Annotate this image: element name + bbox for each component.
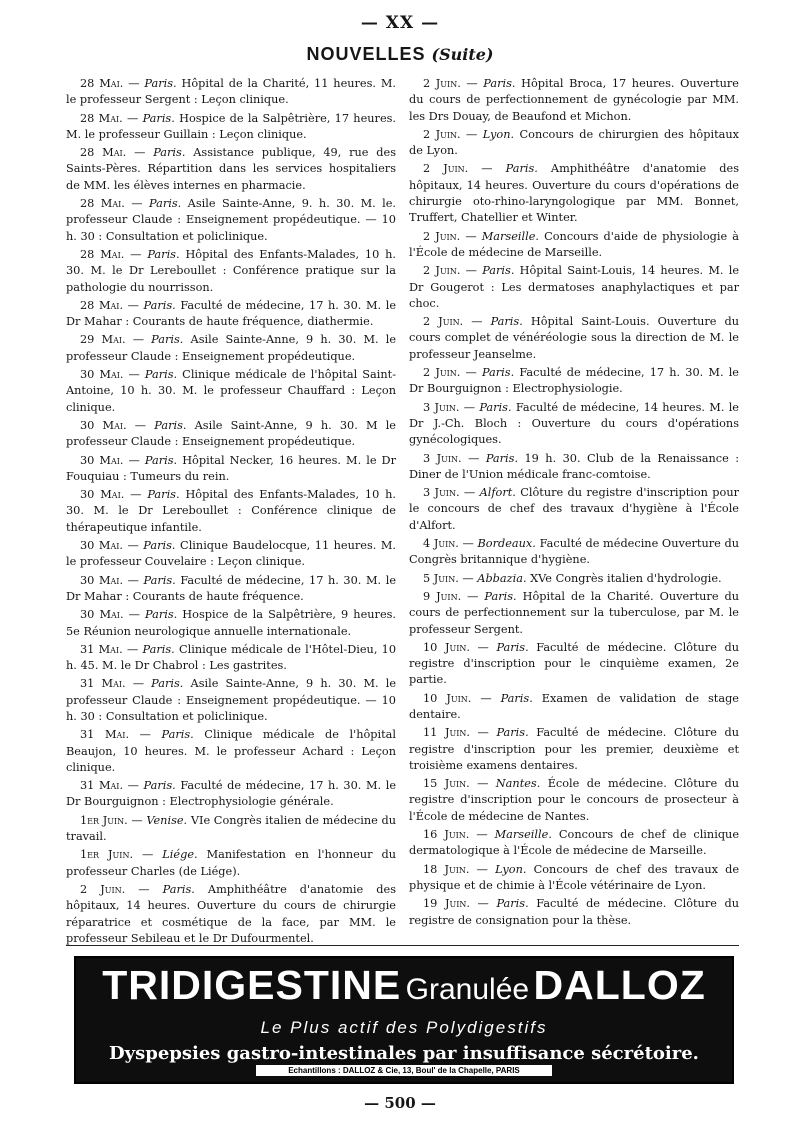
entry-date: 28 Mai. [80, 77, 124, 90]
entry-date: 30 Mai. [80, 539, 123, 553]
news-entry: 3 Juin. — Paris. 19 h. 30. Club de la Renaissance : Diner de l'Union médicale franc-comtoise. [409, 451, 739, 481]
entry-place: Lyon. [495, 862, 527, 876]
entry-date: 30 Mai. [80, 418, 127, 432]
entry-date: 28 Mai. [80, 298, 124, 312]
news-entry: 30 Mai. — Paris. Clinique Baudelocque, 11 heures. M. le professeur Couvelaire : Leçon clinique. [66, 539, 397, 569]
entry-place: Paris. [153, 146, 186, 160]
entry-date: 2 Juin. [423, 77, 461, 90]
entry-place: Paris. [496, 726, 529, 740]
news-entry: 28 Mai. — Paris. Hôpital de la Charité, 11 heures. M. le professeur Sergent : Leçon clinique. [66, 77, 397, 107]
section-title-suffix: (Suite) [431, 45, 494, 64]
news-entry: 31 Mai. — Paris. Asile Sainte-Anne, 9 h. 30. M. le professeur Claude : Enseignement propédeutique. — 10 h. 30 : Consultation et policlinique. [66, 677, 397, 723]
entry-place: Paris. [162, 882, 195, 896]
news-entry: 4 Juin. — Bordeaux. Faculté de médecine Ouverture du Congrès britannique d'hygiène. [409, 537, 740, 567]
entry-text: XVe Congrès italien d'hydrologie. [530, 571, 722, 585]
entry-date: 19 Juin. [423, 897, 470, 911]
entry-place: Paris. [143, 573, 176, 587]
entry-date: 29 Mai. [80, 333, 126, 347]
entry-date: 3 Juin. [423, 486, 460, 500]
news-entry: 2 Juin. — Paris. Hôpital Saint-Louis. Ouverture du cours complet de vénéréologie sous la direction de M. le professeur Jeanselme. [409, 315, 740, 361]
entry-date: 9 Juin. [423, 589, 462, 603]
news-entry: 30 Mai. — Paris. Hospice de la Salpêtrière, 9 heures. 5e Réunion neurologique annuelle internationale. [66, 608, 397, 638]
entry-date: 3 Juin. [423, 400, 460, 414]
entry-text: Faculté de médecine Ouverture du Congrès britannique d'hygiène. [409, 537, 740, 567]
entry-place: Paris. [144, 453, 178, 467]
entry-place: Paris. [505, 162, 538, 176]
news-entry: 30 Mai. — Paris. Faculté de médecine, 17 h. 30. M. le Dr Mahar : Courants de haute fréquence. [66, 573, 397, 603]
entry-place: Paris. [144, 608, 178, 622]
entry-text: Faculté de médecine, 17 h. 30. M. le Dr Bourguignon : Electrophysiologie générale. [66, 779, 397, 809]
news-entry: 19 Juin. — Paris. Faculté de médecine. Clôture du registre de consignation pour la thèse. [409, 897, 739, 927]
news-entry: 31 Mai. — Paris. Clinique médicale de l'hôpital Beaujon, 10 heures. M. le professeur Achard : Leçon clinique. [66, 728, 397, 774]
entry-text: Clinique Baudelocque, 11 heures. M. le professeur Couvelaire : Leçon clinique. [66, 539, 397, 569]
entry-date: 30 Mai. [80, 488, 125, 502]
entry-place: Liége. [162, 848, 198, 862]
entry-place: Paris. [151, 677, 184, 691]
news-entry: 2 Juin. — Marseille. Concours d'aide de physiologie à l'École de médecine de Marseille. [409, 229, 739, 259]
news-entry: 2 Juin. — Paris. Faculté de médecine, 17 h. 30. M. le Dr Bourguignon : Electrophysiologie. [409, 366, 739, 396]
entry-place: Paris. [147, 247, 180, 261]
entry-place: Paris. [147, 488, 180, 502]
top-page-number: — XX — [360, 13, 440, 33]
entry-text: Asile Sainte-Anne, 9. h. 30. M. le. professeur Claude : Enseignement propédeutique. — 10 h. 30 : Consultation et policlinique. [66, 197, 397, 243]
news-entry: 30 Mai. — Paris. Clinique médicale de l'hôpital Saint-Antoine, 10 h. 30. M. le professeur Chauffard : Leçon clinique. [66, 368, 397, 414]
entry-date: 28 Mai. [80, 146, 127, 160]
entry-text: Faculté de médecine, 17 h. 30. M. le Dr Bourguignon : Electrophysiologie. [409, 366, 739, 396]
entry-place: Paris. [481, 366, 515, 380]
entry-place: Lyon. [482, 127, 515, 141]
entry-text: Hôpital des Enfants-Malades, 10 h. 30. M. le Dr Lereboullet : Conférence pratique sur la pathologie du nourrisson. [66, 247, 397, 294]
entry-place: Paris. [161, 728, 194, 742]
entry-text: Faculté de médecine. Clôture du registre d'inscription pour le cinquième examen, 2e partie. [409, 640, 739, 687]
ad-tagline: Le Plus actif des Polydigestifs [260, 1018, 548, 1037]
entry-text: Hôpital Saint-Louis. Ouverture du cours complet de vénéréologie sous la direction de M. le professeur Jeanselme. [409, 315, 740, 361]
entry-text: Assistance publique, 49, rue des Saints-Pères. Répartition dans les services hospitaliers de MM. les élèves internes en pharmacie. [66, 146, 396, 192]
entry-place: Paris. [482, 264, 515, 278]
left-news-column [66, 76, 396, 949]
entry-date: 2 Juin. [423, 264, 461, 278]
entry-text: Examen de validation de stage dentaire. [409, 691, 739, 721]
ad-samples-address: Echantillons : DALLOZ & Cie, 13, Boul' de la Chapelle, PARIS [256, 1065, 552, 1076]
news-entry: 2 Juin. — Lyon. Concours de chirurgien des hôpitaux de Lyon. [409, 127, 740, 158]
entry-date: 10 Juin. [423, 640, 470, 654]
entry-text: Clôture du registre d'inscription pour le concours de chef des travaux d'hygiène à l'École d'Alfort. [409, 486, 739, 532]
entry-place: Marseille. [481, 229, 540, 243]
ad-brand-dalloz: DALLOZ [533, 962, 706, 1008]
entry-place: Paris. [143, 539, 176, 553]
entry-place: Paris. [496, 897, 529, 911]
news-entry: 30 Mai. — Paris. Asile Saint-Anne, 9 h. 30. M le professeur Claude : Enseignement propédeutique. [66, 418, 396, 449]
entry-date: 28 Mai. [80, 197, 125, 211]
section-title-text: NOUVELLES [306, 44, 426, 64]
entry-text: Hospice de la Salpêtrière, 9 heures. 5e Réunion neurologique annuelle internationale. [66, 608, 397, 638]
news-entry: 1er Juin. — Liége. Manifestation en l'honneur du professeur Charles (de Liége). [66, 848, 396, 878]
news-entry: 5 Juin. — Abbazia. XVe Congrès italien d'hydrologie. [423, 571, 722, 585]
news-entry: 31 Mai. — Paris. Clinique médicale de l'Hôtel-Dieu, 10 h. 45. M. le Dr Chabrol : Les gastrites. [66, 642, 397, 673]
news-entry: 2 Juin. — Paris. Hôpital Saint-Louis, 14 heures. M. le Dr Gougerot : Les dermatoses anaphylactiques et par choc. [409, 264, 739, 310]
news-entry: 9 Juin. — Paris. Hôpital de la Charité. Ouverture du cours de perfectionnement sur la tuberculose, par M. le professeur Sergent. [409, 589, 739, 636]
entry-date: 31 Mai. [80, 779, 124, 793]
entry-place: Nantes. [495, 777, 541, 791]
entry-place: Paris. [149, 197, 182, 211]
entry-place: Venise. [146, 813, 188, 827]
ad-brand-line [76, 962, 732, 1009]
entry-text: Hôpital des Enfants-Malades, 10 h. 30. M. le Dr Lereboullet : Conférence clinique de thérapeutique infantile. [66, 488, 397, 534]
entry-date: 3 Juin. [423, 451, 462, 465]
news-entry: 30 Mai. — Paris. Hôpital des Enfants-Malades, 10 h. 30. M. le Dr Lereboullet : Conférence clinique de thérapeutique infantile. [66, 488, 397, 534]
entry-date: 16 Juin. [423, 828, 470, 842]
entry-date: 28 Mai. [80, 247, 125, 261]
entry-place: Alfort. [479, 486, 516, 500]
entry-text: Faculté de médecine. Clôture du registre de consignation pour la thèse. [409, 897, 739, 927]
entry-date: 30 Mai. [80, 608, 124, 622]
entry-text: Concours de chef des travaux de physique et de chimie à l'École vétérinaire de Lyon. [409, 862, 740, 892]
entry-text: Hôpital de la Charité. Ouverture du cours de perfectionnement sur la tuberculose, par M. le professeur Sergent. [409, 589, 739, 636]
news-entry: 11 Juin. — Paris. Faculté de médecine. Clôture du registre d'inscription pour les premier, deuxième et troisième examens dentaires. [409, 726, 739, 772]
news-entry: 30 Mai. — Paris. Hôpital Necker, 16 heures. M. le Dr Fouquiau : Tumeurs du rein. [66, 453, 397, 483]
entry-place: Abbazia. [477, 571, 527, 585]
news-entry: 15 Juin. — Nantes. École de médecine. Clôture du registre d'inscription pour le concours de prosecteur à l'École de médecine de Nantes. [409, 777, 740, 823]
news-entry: 28 Mai. — Paris. Hôpital des Enfants-Malades, 10 h. 30. M. le Dr Lereboullet : Conférence pratique sur la pathologie du nourrisson. [66, 247, 397, 294]
entry-place: Paris. [483, 77, 516, 90]
entry-place: Paris. [154, 418, 187, 432]
entry-text: VIe Congrès italien de médecine du travail. [66, 813, 397, 844]
entry-date: 30 Mai. [80, 573, 124, 587]
entry-date: 31 Mai. [80, 677, 126, 691]
news-entry: 28 Mai. — Paris. Hospice de la Salpêtrière, 17 heures. M. le professeur Guillain : Leçon clinique. [66, 111, 397, 141]
entry-text: Faculté de médecine, 17 h. 30. M. le Dr Mahar : Courants de haute fréquence, diathermie. [66, 298, 397, 329]
entry-text: Faculté de médecine, 14 heures. M. le Dr J.-Ch. Bloch : Ouverture du cours d'opérations gynécologiques. [409, 400, 739, 447]
entry-text: Asile Saint-Anne, 9 h. 30. M le professeur Claude : Enseignement propédeutique. [66, 418, 396, 449]
entry-place: Paris. [490, 315, 523, 329]
entry-text: École de médecine. Clôture du registre d'inscription pour le concours de prosecteur à l'École de médecine de Nantes. [409, 777, 740, 823]
entry-text: Clinique médicale de l'hôpital Beaujon, 10 heures. M. le professeur Achard : Leçon clinique. [66, 728, 397, 774]
entry-date: 10 Juin. [423, 691, 472, 705]
advertisement-banner [74, 956, 734, 1084]
entry-date: 1er Juin. [80, 813, 128, 827]
entry-place: Paris. [151, 333, 184, 347]
entry-text: Clinique médicale de l'hôpital Saint-Antoine, 10 h. 30. M. le professeur Chauffard : Leçon clinique. [66, 368, 397, 414]
entry-date: 2 Juin. [80, 882, 126, 896]
ad-claim: Dyspepsies gastro-intestinales par insuffisance sécrétoire. [109, 1043, 699, 1064]
entry-place: Paris. [144, 77, 177, 90]
entry-place: Paris. [484, 589, 517, 603]
ad-brand-tridigestine: TRIDIGESTINE [102, 962, 402, 1008]
entry-date: 30 Mai. [80, 453, 124, 467]
entry-text: Faculté de médecine. Clôture du registre d'inscription pour les premier, deuxième et troisième examens dentaires. [409, 726, 739, 772]
entry-text: Concours de chef de clinique dermatologique à l'École de médecine de Marseille. [409, 828, 740, 858]
entry-date: 11 Juin. [423, 726, 470, 740]
entry-text: Hôpital Necker, 16 heures. M. le Dr Fouquiau : Tumeurs du rein. [66, 453, 397, 483]
entry-date: 2 Juin. [423, 127, 461, 141]
news-entry: 31 Mai. — Paris. Faculté de médecine, 17 h. 30. M. le Dr Bourguignon : Electrophysiologie générale. [66, 779, 397, 809]
entry-date: 18 Juin. [423, 862, 470, 876]
entry-date: 2 Juin. [423, 162, 469, 176]
entry-text: Amphithéâtre d'anatomie des hôpitaux, 14 heures. Ouverture du cours d'opérations de chirurgie oto-rhino-laryngologique par MM. Bonnet, Truffert, Chatellier et Winter. [409, 162, 739, 225]
entry-text: Asile Sainte-Anne, 9 h. 30. M. le professeur Claude : Enseignement propédeutique. — 10 h. 30 : Consultation et policlinique. [66, 677, 397, 723]
bottom-page-number: — 500 — [364, 1094, 436, 1112]
entry-text: Clinique médicale de l'Hôtel-Dieu, 10 h. 45. M. le Dr Chabrol : Les gastrites. [66, 642, 397, 673]
entry-text: 19 h. 30. Club de la Renaissance : Diner de l'Union médicale franc-comtoise. [409, 451, 739, 481]
entry-text: Hôpital Saint-Louis, 14 heures. M. le Dr Gougerot : Les dermatoses anaphylactiques et par choc. [409, 264, 739, 310]
entry-place: Paris. [143, 298, 176, 312]
news-entry: 10 Juin. — Paris. Examen de validation de stage dentaire. [409, 691, 739, 721]
news-entry: 29 Mai. — Paris. Asile Sainte-Anne, 9 h. 30. M. le professeur Claude : Enseignement propédeutique. [66, 333, 397, 363]
entry-date: 1er Juin. [80, 848, 134, 862]
news-entry: 2 Juin. — Paris. Hôpital Broca, 17 heures. Ouverture du cours de perfectionnement de gynécologie par MM. les Drs Douay, de Beaufond et Michon. [409, 77, 739, 123]
entry-place: Paris. [496, 640, 529, 654]
entry-text: Concours d'aide de physiologie à l'École de médecine de Marseille. [409, 229, 739, 259]
entry-text: Faculté de médecine, 17 h. 30. M. le Dr Mahar : Courants de haute fréquence. [66, 573, 397, 603]
news-entry: 16 Juin. — Marseille. Concours de chef de clinique dermatologique à l'École de médecine de Marseille. [409, 828, 740, 858]
entry-text: Amphithéâtre d'anatomie des hôpitaux, 14 heures. Ouverture du cours de chirurgie réparatrice et cosmétique de la face, par MM. le professeur Sebileau et le Dr Dufourmentel. [66, 882, 396, 945]
news-entry: 18 Juin. — Lyon. Concours de chef des travaux de physique et de chimie à l'École vétérinaire de Lyon. [409, 862, 740, 892]
entry-date: 2 Juin. [423, 315, 464, 329]
entry-date: 15 Juin. [423, 777, 470, 791]
news-entry: 28 Mai. — Paris. Faculté de médecine, 17 h. 30. M. le Dr Mahar : Courants de haute fréquence, diathermie. [66, 298, 397, 329]
news-entry: 28 Mai. — Paris. Asile Sainte-Anne, 9. h. 30. M. le. professeur Claude : Enseignement propédeutique. — 10 h. 30 : Consultation et policlinique. [66, 197, 397, 243]
entry-text: Hôpital de la Charité, 11 heures. M. le professeur Sergent : Leçon clinique. [66, 77, 397, 107]
entry-text: Manifestation en l'honneur du professeur Charles (de Liége). [66, 848, 396, 878]
news-entry: 10 Juin. — Paris. Faculté de médecine. Clôture du registre d'inscription pour le cinquième examen, 2e partie. [409, 640, 739, 687]
entry-text: Hospice de la Salpêtrière, 17 heures. M. le professeur Guillain : Leçon clinique. [66, 111, 397, 141]
entry-date: 31 Mai. [80, 642, 123, 656]
entry-date: 2 Juin. [423, 229, 461, 243]
news-entry: 28 Mai. — Paris. Assistance publique, 49, rue des Saints-Pères. Répartition dans les services hospitaliers de MM. les élèves internes en pharmacie. [66, 146, 396, 192]
entry-place: Paris. [479, 400, 512, 414]
news-entry: 3 Juin. — Paris. Faculté de médecine, 14 heures. M. le Dr J.-Ch. Bloch : Ouverture du cours d'opérations gynécologiques. [409, 400, 739, 447]
entry-text: Concours de chirurgien des hôpitaux de Lyon. [409, 127, 740, 158]
entry-date: 4 Juin. [423, 537, 459, 551]
entry-place: Paris. [500, 691, 533, 705]
news-entry: 3 Juin. — Alfort. Clôture du registre d'inscription pour le concours de chef des travaux d'hygiène à l'École d'Alfort. [409, 486, 739, 532]
entry-place: Paris. [143, 779, 176, 793]
news-entry: 2 Juin. — Paris. Amphithéâtre d'anatomie des hôpitaux, 14 heures. Ouverture du cours de chirurgie réparatrice et cosmétique de la face, par MM. le professeur Sebileau et le Dr Dufourmentel. [66, 882, 396, 945]
ad-brand-granulee: Granulée [405, 973, 530, 1006]
section-title [0, 44, 800, 65]
entry-place: Paris. [142, 111, 175, 125]
entry-text: Hôpital Broca, 17 heures. Ouverture du cours de perfectionnement de gynécologie par MM. les Drs Douay, de Beaufond et Michon. [409, 77, 739, 123]
entry-date: 28 Mai. [80, 111, 123, 125]
entry-place: Paris. [485, 451, 519, 465]
entry-text: Asile Sainte-Anne, 9 h. 30. M. le professeur Claude : Enseignement propédeutique. [66, 333, 397, 363]
separator-rule [66, 945, 739, 946]
entry-date: 5 Juin. [423, 571, 459, 585]
right-news-column [409, 76, 739, 931]
entry-place: Paris. [144, 368, 178, 382]
entry-place: Paris. [142, 642, 175, 656]
news-entry: 1er Juin. — Venise. VIe Congrès italien de médecine du travail. [66, 813, 397, 844]
news-entry: 2 Juin. — Paris. Amphithéâtre d'anatomie des hôpitaux, 14 heures. Ouverture du cours d'opérations de chirurgie oto-rhino-laryngologique par MM. Bonnet, Truffert, Chatellier et Winter. [409, 162, 739, 225]
entry-date: 2 Juin. [423, 366, 461, 380]
entry-place: Bordeaux. [477, 537, 536, 551]
entry-date: 30 Mai. [80, 368, 124, 382]
entry-date: 31 Mai. [80, 728, 130, 742]
entry-place: Marseille. [494, 828, 552, 842]
